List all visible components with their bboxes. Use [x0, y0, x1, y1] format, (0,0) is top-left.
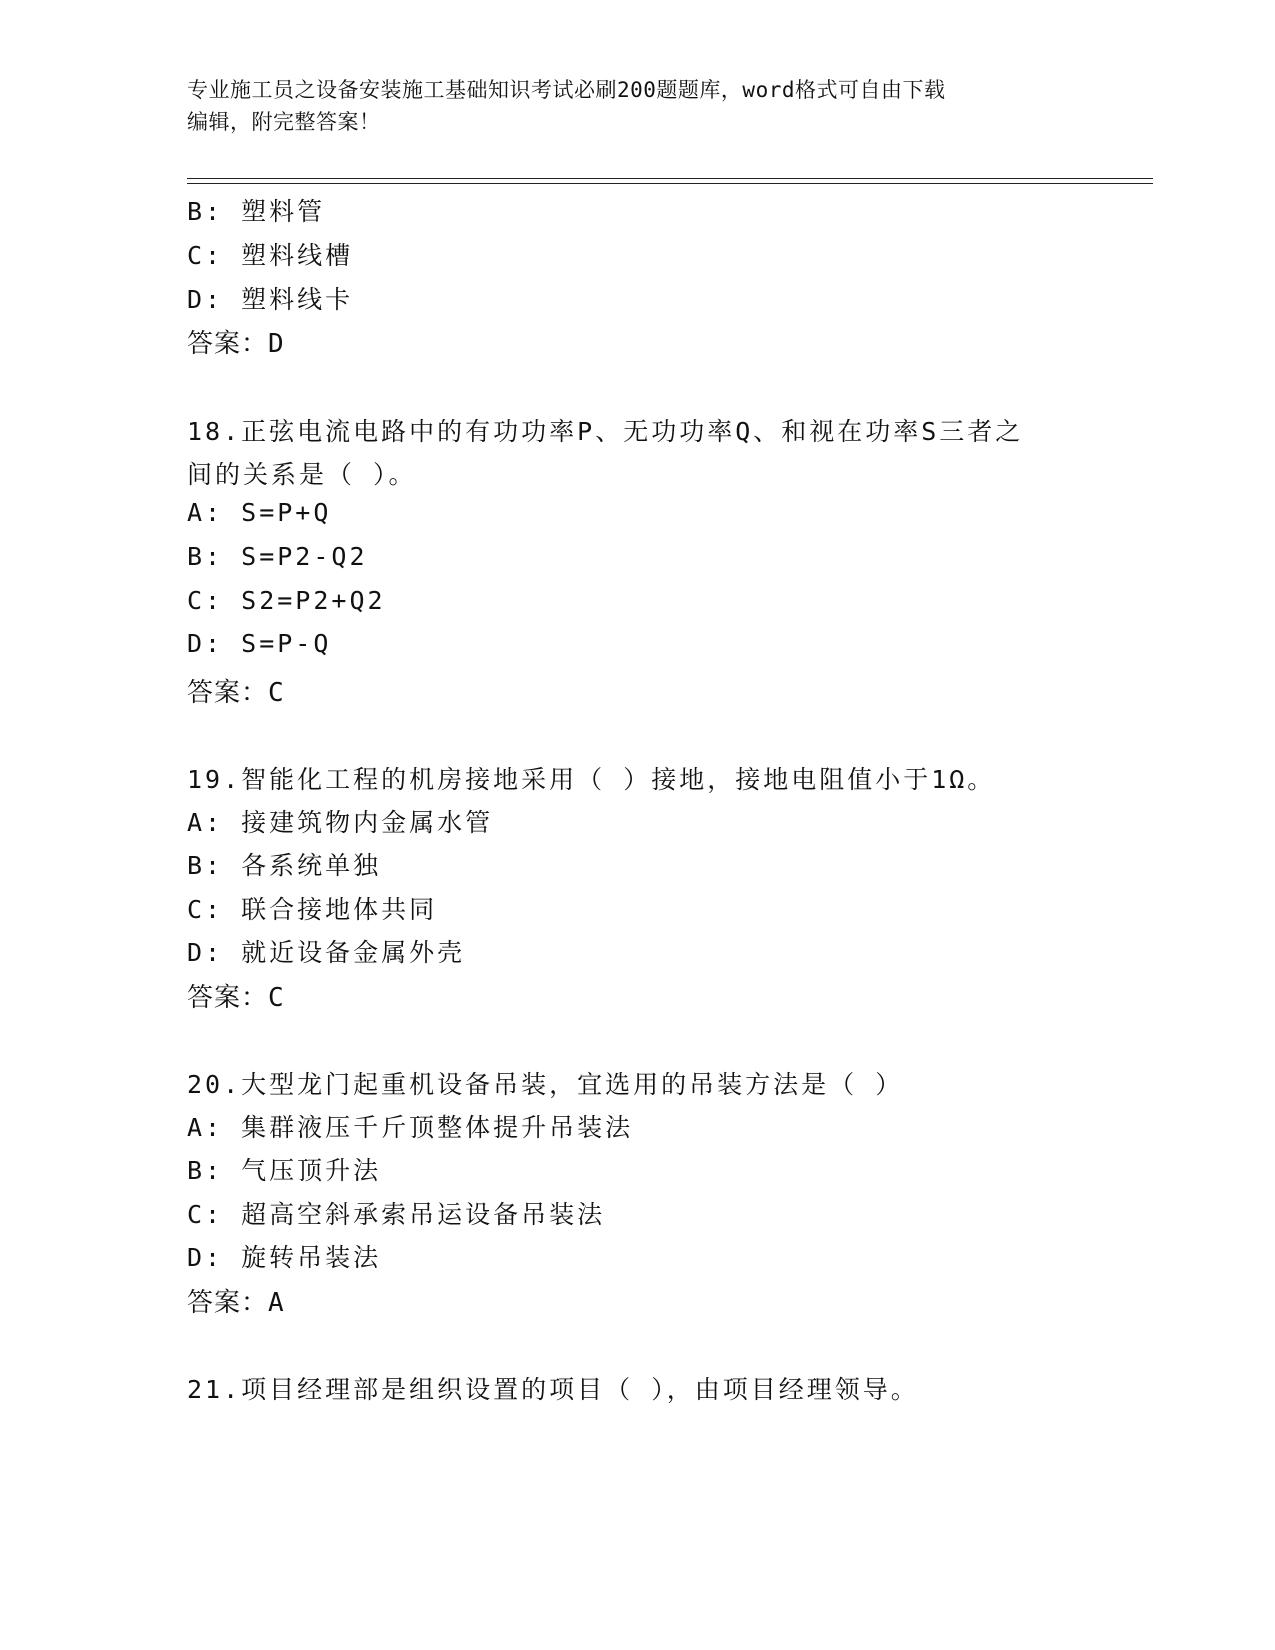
- q19-option-a: A: 接建筑物内金属水管: [187, 808, 494, 837]
- q17-option-c: C: 塑料线槽: [187, 241, 354, 270]
- header-divider-top: [187, 178, 1153, 179]
- q19-option-b: B: 各系统单独: [187, 851, 382, 880]
- q17-answer: 答案：D: [187, 329, 285, 359]
- q19-answer: 答案：C: [187, 983, 285, 1013]
- q17-option-b: B: 塑料管: [187, 197, 326, 226]
- q17-option-d: D: 塑料线卡: [187, 285, 354, 314]
- q20-option-b: B: 气压顶升法: [187, 1156, 382, 1185]
- q18-question-line-1: 18.正弦电流电路中的有功功率P、无功功率Q、和视在功率S三者之: [187, 417, 1024, 446]
- q19-option-d: D: 就近设备金属外壳: [187, 938, 466, 967]
- q19-option-c: C: 联合接地体共同: [187, 895, 438, 924]
- q18-option-b: B: S=P2-Q2: [187, 542, 368, 571]
- q21-question-line-1: 21.项目经理部是组织设置的项目（ ），由项目经理领导。: [187, 1375, 919, 1404]
- q18-option-a: A: S=P+Q: [187, 498, 332, 527]
- q18-answer: 答案：C: [187, 678, 285, 708]
- q20-option-a: A: 集群液压千斤顶整体提升吊装法: [187, 1113, 634, 1142]
- document-header: [187, 74, 1067, 138]
- q18-option-c: C: S2=P2+Q2: [187, 586, 386, 615]
- header-divider-bottom: [187, 183, 1153, 184]
- header-title-line-1: 专业施工员之设备安装施工基础知识考试必刷200题题库，word格式可自由下载: [187, 78, 946, 102]
- q20-option-d: D: 旋转吊装法: [187, 1243, 382, 1272]
- q19-question-line-1: 19.智能化工程的机房接地采用（ ）接地，接地电阻值小于1Ω。: [187, 765, 996, 794]
- q20-question-line-1: 20.大型龙门起重机设备吊装，宜选用的吊装方法是（ ）: [187, 1070, 904, 1099]
- q18-option-d: D: S=P-Q: [187, 629, 332, 658]
- header-title-line-2: 编辑，附完整答案！: [187, 110, 381, 134]
- q20-answer: 答案：A: [187, 1288, 285, 1318]
- q18-question-line-2: 间的关系是（ ）。: [187, 460, 417, 489]
- q20-option-c: C: 超高空斜承索吊运设备吊装法: [187, 1200, 606, 1229]
